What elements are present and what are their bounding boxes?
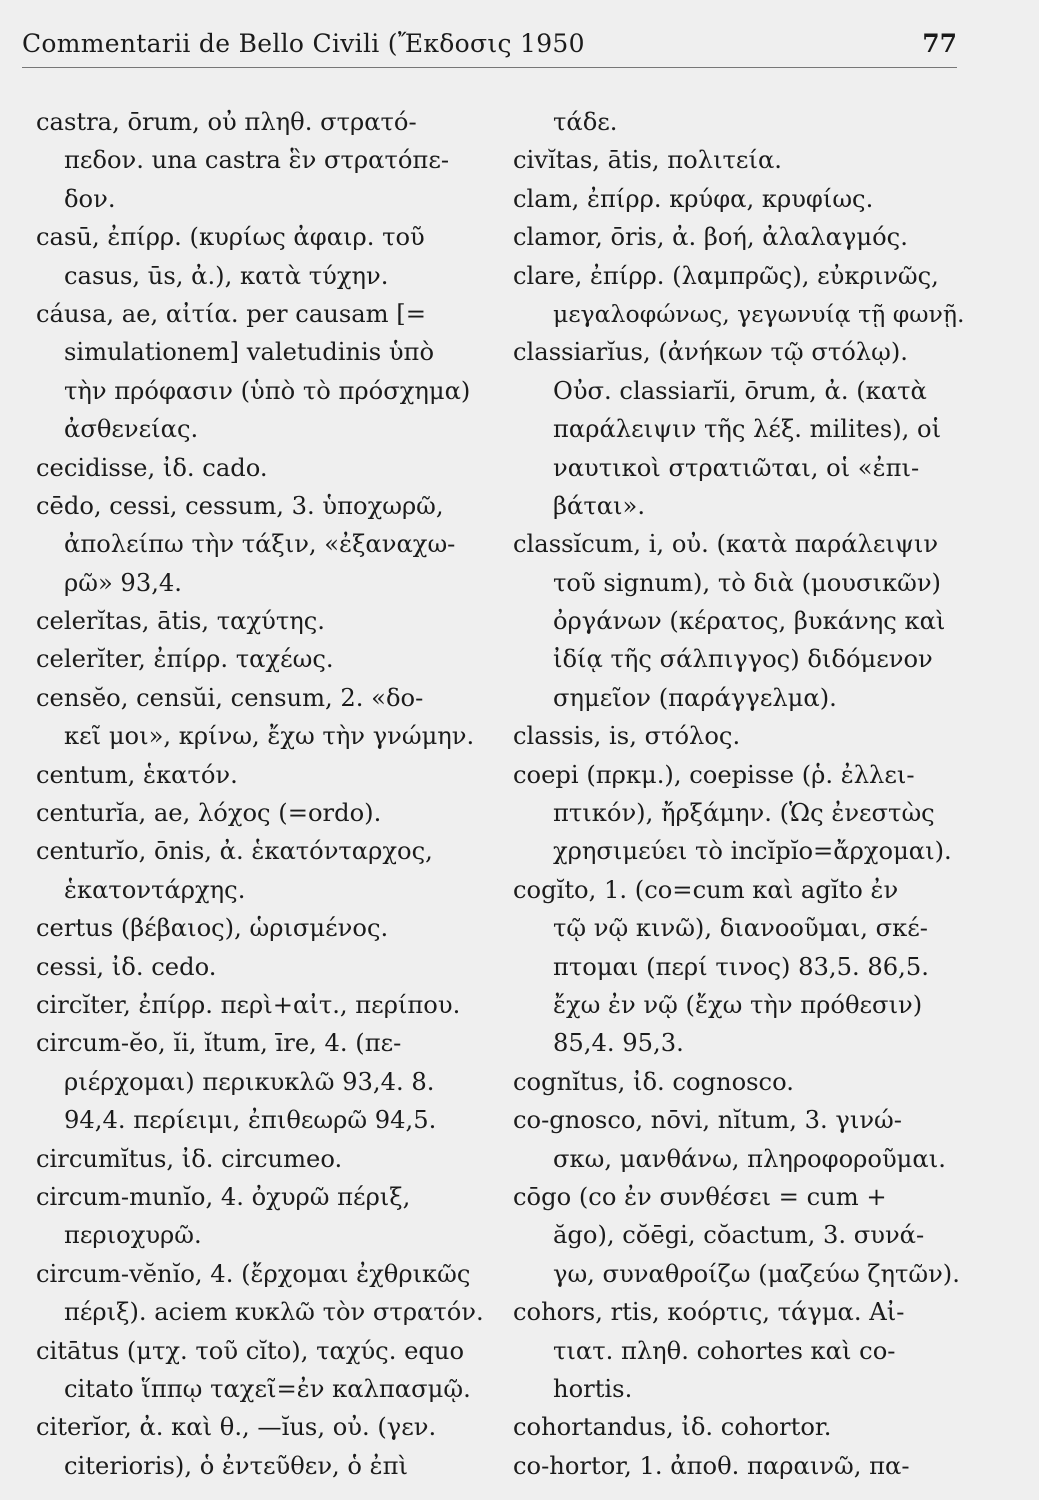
entry-continuation-line: πτικόν), ἤρξάμην. (Ὡς ἐνεστὼς: [553, 799, 935, 828]
entry-headword-line: certus (βέβαιος), ὡρισμένος.: [36, 914, 389, 943]
entry-headword-line: cogĭto, 1. (co=cum καὶ agĭto ἐν: [513, 875, 899, 904]
entry-headword-line: coepi (πρκμ.), coepisse (ῥ. ἐλλει-: [513, 760, 915, 789]
entry-headword-line: civĭtas, ātis, πολιτεία.: [513, 146, 782, 175]
entry-continuation-line: ăgo), cŏēgi, cŏactum, 3. συνά-: [553, 1221, 925, 1250]
entry-continuation-line: 94,4. περίειμι, ἐπιθεωρῶ 94,5.: [64, 1106, 437, 1135]
entry-headword-line: classiarĭus, (ἀνήκων τῷ στόλῳ).: [513, 338, 908, 367]
entry-continuation-line: βάται».: [553, 491, 646, 520]
header-rule: [22, 67, 957, 68]
running-title: Commentarii de Bello Civili (Ἔκδοσις 1950: [22, 29, 585, 58]
entry-headword-line: clam, ἐπίρρ. κρύφα, κρυφίως.: [513, 184, 874, 213]
entry-continuation-line: ριέρχομαι) περικυκλῶ 93,4. 8.: [64, 1067, 435, 1096]
entry-continuation-line: ἀσθενείας.: [64, 415, 199, 444]
entry-headword-line: citerĭor, ἀ. καὶ θ., —ĭus, οὐ. (γεν.: [36, 1413, 437, 1442]
entry-continuation-line: ναυτικοὶ στρατιῶται, οἱ «ἐπι-: [553, 453, 920, 482]
entry-continuation-line: citerioris), ὁ ἐντεῦθεν, ὁ ἐπὶ: [64, 1451, 409, 1480]
entry-continuation-line: πέριξ). aciem κυκλῶ τὸν στρατόν.: [64, 1298, 484, 1327]
entry-headword-line: cēdo, cessi, cessum, 3. ὑποχωρῶ,: [36, 491, 444, 520]
entry-continuation-line: σημεῖον (παράγγελμα).: [553, 683, 837, 712]
entry-continuation-line: πτομαι (περί τινος) 83,5. 86,5.: [553, 952, 929, 981]
entry-continuation-line: ἑκατοντάρχης.: [64, 875, 246, 904]
entry-continuation-line: citato ἵππῳ ταχεῖ=ἐν καλπασμῷ.: [64, 1374, 471, 1403]
entry-headword-line: circum-munĭo, 4. ὀχυρῶ πέριξ,: [36, 1182, 411, 1211]
entry-headword-line: celerĭter, ἐπίρρ. ταχέως.: [36, 645, 334, 674]
entry-continuation-line: παράλειψιν τῆς λέξ. milites), οἱ: [553, 415, 942, 444]
entry-headword-line: circum-ĕo, ĭi, ĭtum, īre, 4. (πε-: [36, 1029, 402, 1058]
entry-continuation-line: 85,4. 95,3.: [553, 1029, 684, 1058]
entry-continuation-line: hortis.: [553, 1374, 633, 1403]
entry-headword-line: cōgo (co ἐν συνθέσει = cum +: [513, 1182, 887, 1211]
entry-continuation-line: μεγαλοφώνως, γεγωνυίᾳ τῇ φωνῇ.: [553, 299, 965, 328]
entry-continuation-line: Οὐσ. classiarĭi, ōrum, ἀ. (κατὰ: [553, 376, 927, 405]
entry-continuation-line: ἔχω ἐν νῷ (ἔχω τὴν πρόθεσιν): [553, 990, 923, 1019]
entry-continuation-line: simulationem] valetudinis ὑπὸ: [64, 338, 435, 367]
entry-continuation-line: casus, ūs, ἀ.), κατὰ τύχην.: [64, 261, 389, 290]
entry-headword-line: censĕo, censŭi, censum, 2. «δο-: [36, 683, 424, 712]
entry-headword-line: classis, is, στόλος.: [513, 722, 741, 751]
entry-headword-line: celerĭtas, ātis, ταχύτης.: [36, 607, 325, 636]
entry-continuation-line: σκω, μανθάνω, πληροφοροῦμαι.: [553, 1144, 946, 1173]
entry-continuation-line: ρῶ» 93,4.: [64, 568, 182, 597]
entry-headword-line: co-gnosco, nōvi, nĭtum, 3. γινώ-: [513, 1106, 902, 1135]
entry-continuation-line: δον.: [64, 184, 116, 213]
running-head: [22, 24, 957, 64]
entry-headword-line: centurĭa, ae, λόχος (=ordo).: [36, 799, 382, 828]
entry-headword-line: centum, ἑκατόν.: [36, 760, 238, 789]
entry-headword-line: cáusa, ae, αἰτία. per causam [=: [36, 299, 427, 328]
entry-continuation-line: τῷ νῷ κινῶ), διανοοῦμαι, σκέ-: [553, 914, 928, 943]
entry-headword-line: centurĭo, ōnis, ἀ. ἑκατόνταρχος,: [36, 837, 433, 866]
entry-continuation-line: ὀργάνων (κέρατος, βυκάνης καὶ: [553, 607, 946, 636]
entry-headword-line: circum-vĕnĭo, 4. (ἔρχομαι ἐχθρικῶς: [36, 1259, 471, 1288]
entry-headword-line: cessi, ἰδ. cedo.: [36, 952, 217, 981]
entry-headword-line: citātus (μτχ. τοῦ cĭto), ταχύς. equo: [36, 1336, 465, 1365]
left-column: [36, 103, 494, 1485]
entry-headword-line: circumĭtus, ἰδ. circumeo.: [36, 1144, 343, 1173]
entry-continuation-line: ἰδίᾳ τῆς σάλπιγγος) διδόμενον: [553, 645, 933, 674]
entry-headword-line: classĭcum, i, οὐ. (κατὰ παράλειψιν: [513, 530, 939, 559]
entry-continuation-line: τιατ. πληθ. cohortes καὶ co-: [553, 1336, 896, 1365]
entry-headword-line: clare, ἐπίρρ. (λαμπρῶς), εὐκρινῶς,: [513, 261, 939, 290]
entry-headword-line: casū, ἐπίρρ. (κυρίως ἀφαιρ. τοῦ: [36, 223, 425, 252]
entry-headword-line: cecidisse, ἰδ. cado.: [36, 453, 268, 482]
entry-continuation-line: τάδε.: [553, 108, 618, 136]
entry-headword-line: circĭter, ἐπίρρ. περὶ+αἰτ., περίπου.: [36, 990, 461, 1019]
entry-headword-line: cohors, rtis, κοόρτις, τάγμα. Αἰ-: [513, 1298, 905, 1327]
right-column: [513, 103, 968, 1485]
entry-continuation-line: χρησιμεύει τὸ incĭpĭo=ἄρχομαι).: [553, 837, 952, 866]
entry-headword-line: clamor, ōris, ἀ. βοή, ἀλαλαγμός.: [513, 223, 908, 252]
entry-continuation-line: κεῖ μοι», κρίνω, ἔχω τὴν γνώμην.: [64, 722, 475, 751]
entry-headword-line: cohortandus, ἰδ. cohortor.: [513, 1413, 832, 1442]
entry-continuation-line: ἀπολείπω τὴν τάξιν, «ἐξαναχω-: [64, 530, 456, 559]
entry-headword-line: cognĭtus, ἰδ. cognosco.: [513, 1067, 794, 1096]
entry-continuation-line: γω, συναθροίζω (μαζεύω ζητῶν).: [553, 1259, 960, 1288]
entry-headword-line: co-hortor, 1. ἀποθ. παραινῶ, πα-: [513, 1451, 910, 1480]
entry-headword-line: castra, ōrum, οὐ πληθ. στρατό-: [36, 108, 417, 136]
entry-continuation-line: περιοχυρῶ.: [64, 1221, 202, 1250]
entry-continuation-line: πεδον. una castra ἓν στρατόπε-: [64, 146, 450, 175]
entry-continuation-line: τὴν πρόφασιν (ὑπὸ τὸ πρόσχημα): [64, 376, 471, 405]
entry-continuation-line: τοῦ signum), τὸ διὰ (μουσικῶν): [553, 568, 941, 597]
page-number: 77: [922, 29, 957, 58]
